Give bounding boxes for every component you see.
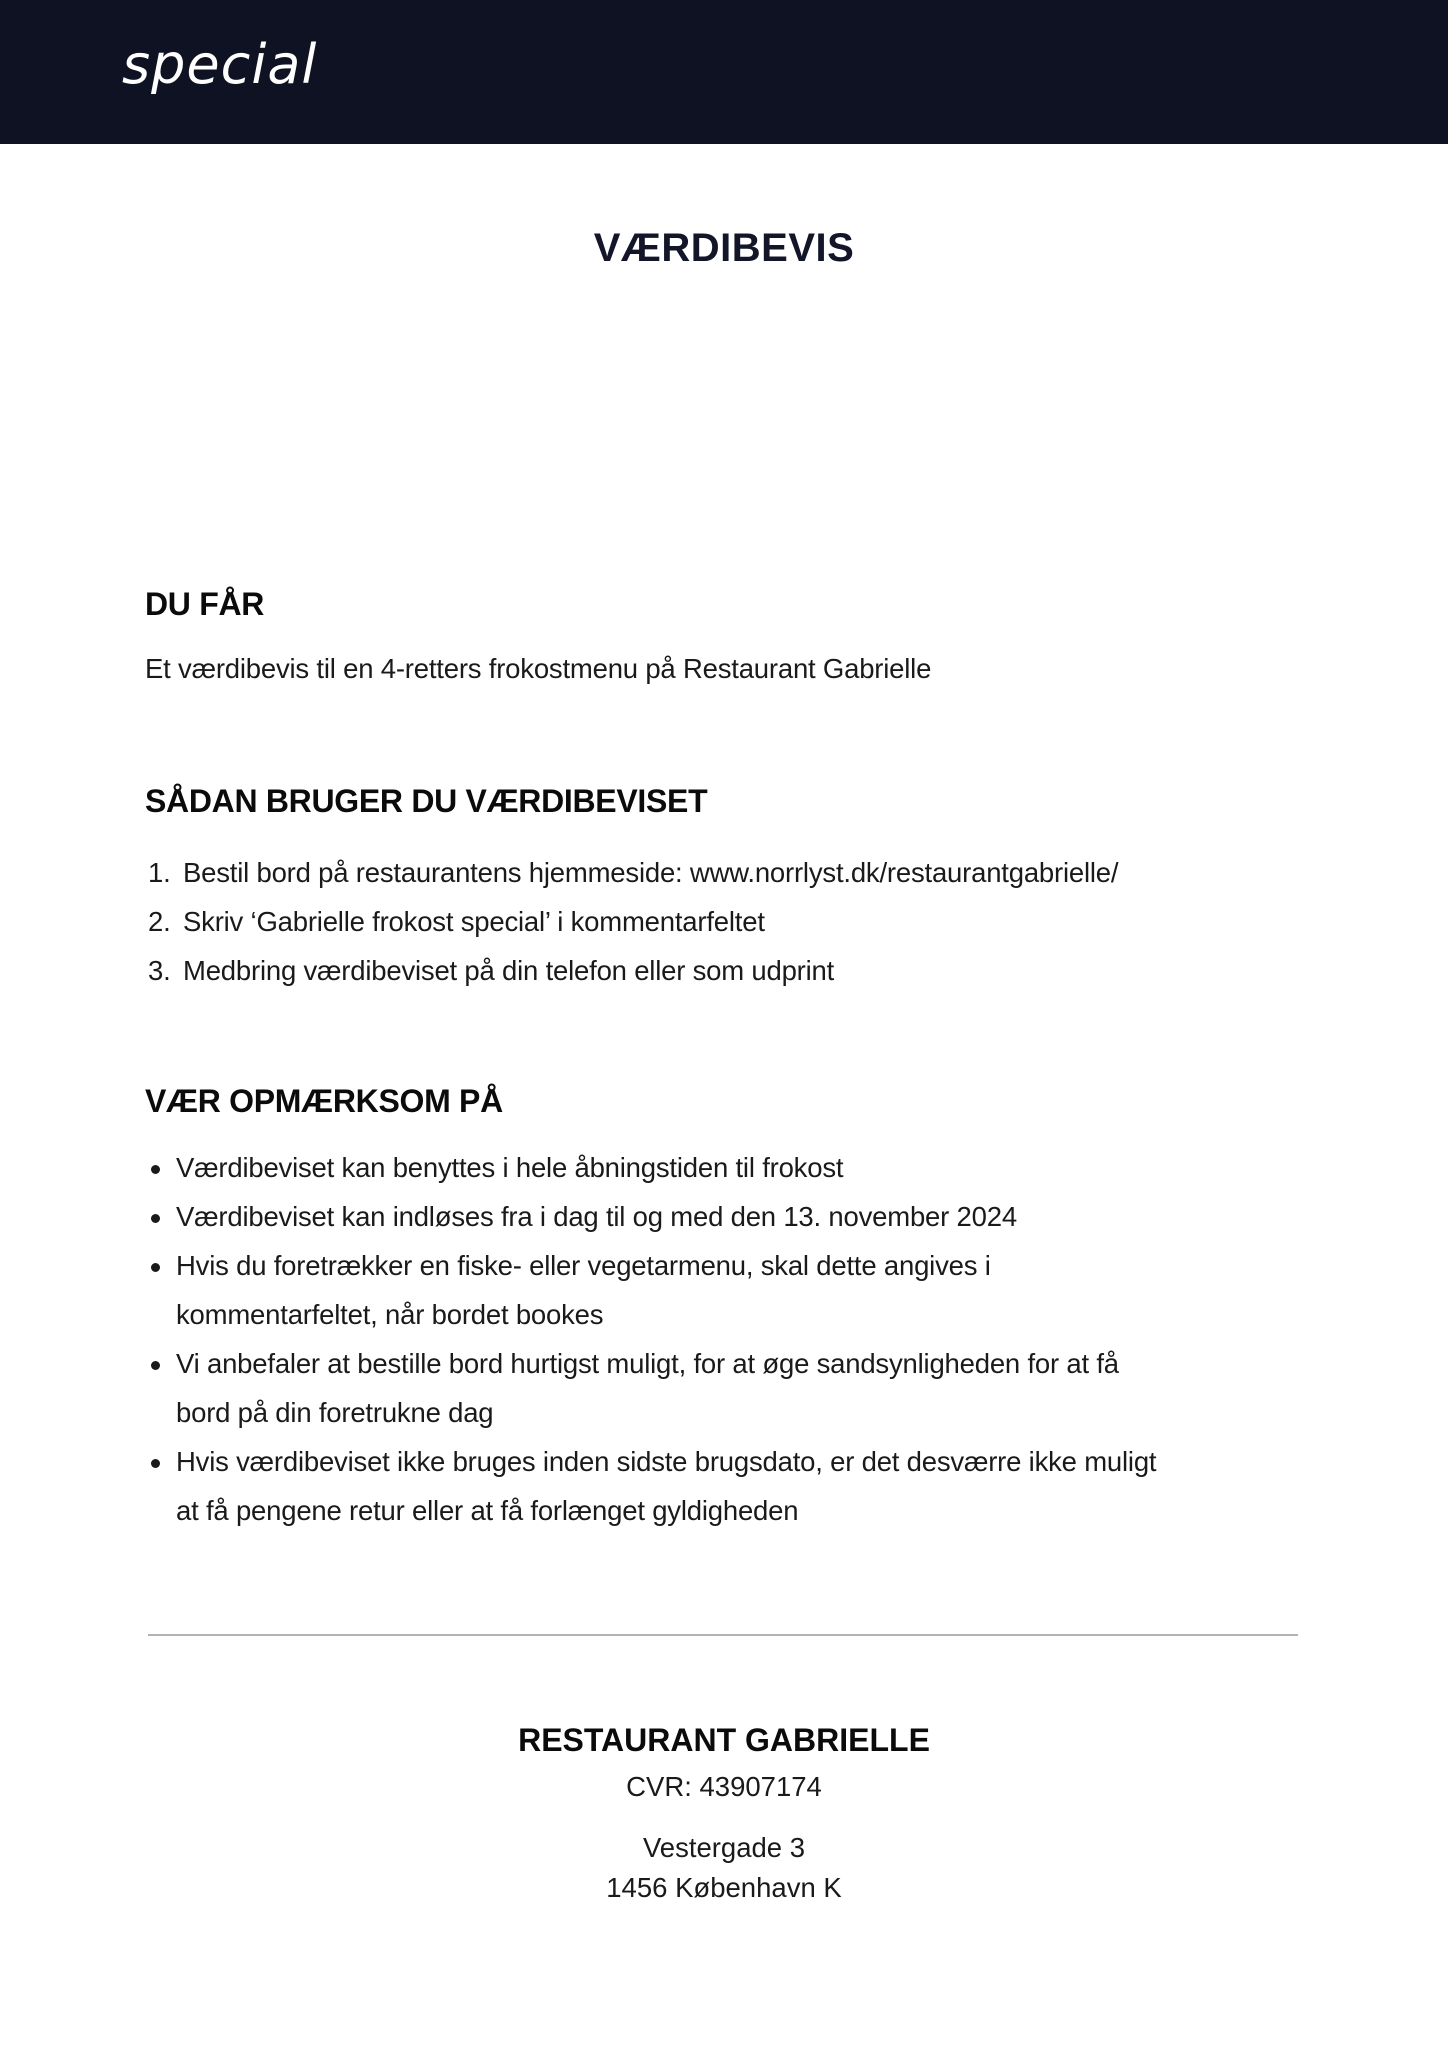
step-text: Skriv ‘Gabrielle frokost special’ i kommentarfeltet <box>183 906 765 937</box>
footer-city: 1456 København K <box>606 1872 842 1903</box>
header-bar <box>0 0 1448 144</box>
section-heading-you-get: DU FÅR <box>145 586 265 622</box>
bullet-icon <box>151 1459 160 1468</box>
special-logo: special <box>122 33 318 96</box>
section-heading-how-to-use: SÅDAN BRUGER DU VÆRDIBEVISET <box>145 783 708 819</box>
note-text-line2: kommentarfeltet, når bordet bookes <box>176 1298 604 1330</box>
note-text <box>176 1448 1156 1524</box>
note-text-line1: Vi anbefaler at bestille bord hurtigst muligt, for at øge sandsynligheden for at få <box>176 1348 1119 1379</box>
bullet-icon <box>151 1263 160 1272</box>
page-title: VÆRDIBEVIS <box>593 226 855 270</box>
footer-street: Vestergade 3 <box>642 1832 806 1863</box>
note-text: Værdibeviset kan indløses fra i dag til og med den 13. november 2024 <box>176 1201 1017 1232</box>
step-text: Bestil bord på restaurantens hjemmeside: www.norrlyst.dk/restaurantgabrielle/ <box>183 857 1119 888</box>
footer-cvr: CVR: 43907174 <box>626 1771 822 1802</box>
note-text: Værdibeviset kan benyttes i hele åbningstiden til frokost <box>176 1152 844 1183</box>
step-number: 1. <box>148 857 171 888</box>
footer-restaurant-name: RESTAURANT GABRIELLE <box>518 1722 930 1758</box>
bullet-icon <box>151 1361 160 1370</box>
note-text <box>176 1350 1119 1426</box>
section-heading-notes: VÆR OPMÆRKSOM PÅ <box>145 1083 503 1119</box>
note-text-line1: Hvis du foretrækker en fiske- eller vegetarmenu, skal dette angives i <box>176 1250 991 1281</box>
you-get-text: Et værdibevis til en 4-retters frokostmenu på Restaurant Gabrielle <box>145 653 932 684</box>
step-text: Medbring værdibeviset på din telefon eller som udprint <box>183 955 835 986</box>
note-text-line1: Hvis værdibeviset ikke bruges inden sidste brugsdato, er det desværre ikke muligt <box>176 1446 1157 1477</box>
divider <box>148 1634 1298 1636</box>
step-number: 3. <box>148 955 171 986</box>
bullet-icon <box>151 1165 160 1174</box>
note-text-line2: at få pengene retur eller at få forlænget gyldigheden <box>176 1494 799 1526</box>
bullet-icon <box>151 1214 160 1223</box>
note-text-line2: bord på din foretrukne dag <box>176 1396 494 1428</box>
step-number: 2. <box>148 906 171 937</box>
note-text <box>176 1252 991 1328</box>
